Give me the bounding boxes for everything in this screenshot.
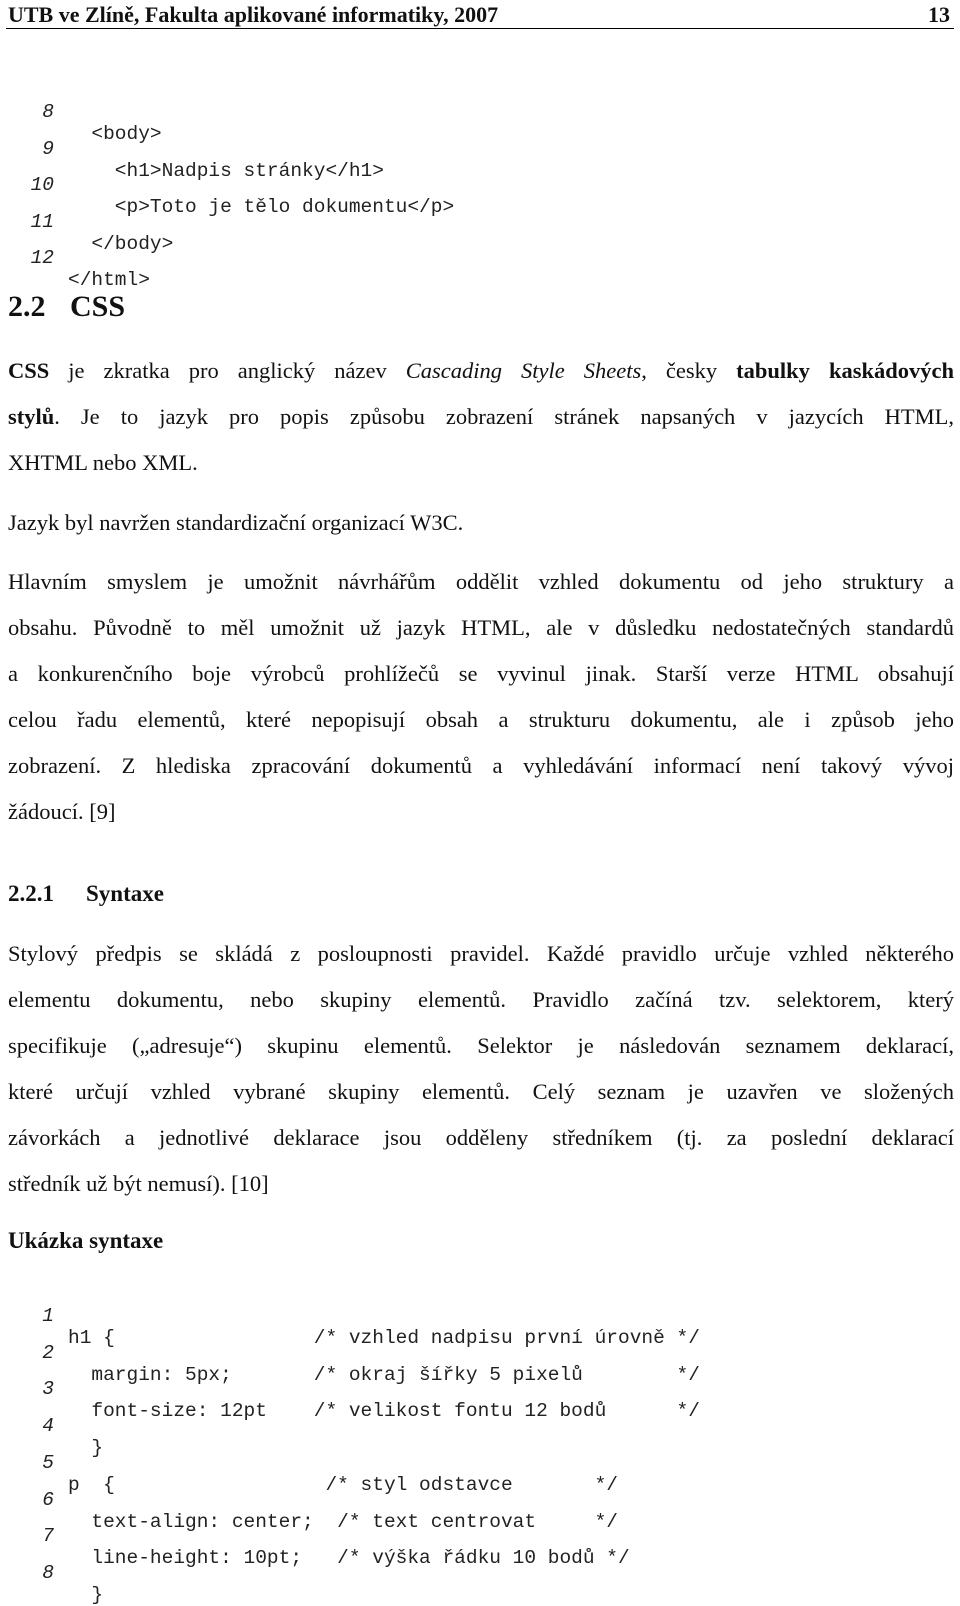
line-number: 8	[42, 1562, 54, 1584]
code-text: }	[68, 1584, 104, 1606]
text-line: specifikuje („adresuje“) skupinu elementů. Selektor je následován seznamem deklarací,	[8, 1033, 954, 1058]
text-line: středník už být nemusí). [10]	[8, 1171, 269, 1196]
code-text: font-size: 12pt /* velikost fontu 12 bodů */	[68, 1400, 700, 1422]
code-text: <p>Toto je tělo dokumentu</p>	[68, 196, 455, 218]
line-number: 6	[42, 1489, 54, 1511]
code-line	[0, 1283, 700, 1349]
code-text: <h1>Nadpis stránky</h1>	[68, 160, 384, 182]
line-number: 7	[42, 1525, 54, 1547]
line-number: 11	[30, 211, 54, 233]
line-number: 2	[42, 1342, 54, 1364]
code-text: h1 { /* vzhled nadpisu první úrovně */	[68, 1327, 700, 1349]
text-line: které určují vzhled vybrané skupiny elementů. Celý seznam je uzavřen ve složených	[8, 1079, 954, 1104]
code-text: margin: 5px; /* okraj šířky 5 pixelů */	[68, 1364, 700, 1386]
code-text: }	[68, 1437, 104, 1459]
page-header	[6, 2, 954, 29]
text-line: celou řadu elementů, které nepopisují obsah a strukturu dokumentu, ale i způsob jeho	[8, 707, 954, 732]
line-number: 9	[42, 138, 54, 160]
subsection-number: 2.2.1	[8, 881, 54, 906]
text-line: XHTML nebo XML.	[8, 450, 198, 475]
text-line: obsahu. Původně to měl umožnit už jazyk HTML, ale v důsledku nedostatečných standardů	[8, 615, 954, 640]
paragraph-intro	[8, 348, 954, 486]
subsection-heading	[8, 881, 164, 907]
code-text: line-height: 10pt; /* výška řádku 10 bodů */	[68, 1547, 630, 1569]
header-title: UTB ve Zlíně, Fakulta aplikované informatiky, 2007	[8, 2, 499, 27]
text-line: zobrazení. Z hlediska zpracování dokumentů a vyhledávání informací není takový vývoj	[8, 753, 954, 778]
code-line	[0, 1393, 104, 1459]
line-number: 10	[30, 174, 54, 196]
text-line	[8, 394, 954, 440]
code-text: text-align: center; /* text centrovat */	[68, 1511, 618, 1533]
line-number: 8	[42, 101, 54, 123]
paragraph-syntax	[8, 931, 954, 1207]
text-line: závorkách a jednotlivé deklarace jsou odděleny středníkem (tj. za poslední deklarací	[8, 1125, 954, 1150]
text-span: , česky	[641, 358, 737, 383]
term-css: CSS	[8, 358, 50, 383]
line-number: 5	[42, 1452, 54, 1474]
code-text: </html>	[68, 269, 150, 291]
text-line	[8, 348, 954, 394]
page-number: 13	[928, 2, 950, 27]
line-number: 1	[42, 1305, 54, 1327]
text-line: Stylový předpis se skládá z posloupnosti pravidel. Každé pravidlo určuje vzhled některého	[8, 941, 954, 966]
section-title: CSS	[70, 290, 126, 323]
text-span: je zkratka pro anglický název	[49, 358, 406, 383]
line-number: 3	[42, 1378, 54, 1400]
code-text: </body>	[68, 233, 174, 255]
code-line	[0, 1540, 104, 1606]
paragraph-w3c	[8, 500, 954, 546]
line-number: 12	[30, 247, 54, 269]
section-number: 2.2	[8, 290, 46, 323]
term-czech-end: stylů	[8, 404, 55, 429]
line-number: 4	[42, 1415, 54, 1437]
code-line	[0, 1430, 618, 1496]
section-heading	[8, 290, 125, 324]
text-line: žádoucí. [9]	[8, 799, 116, 824]
example-heading: Ukázka syntaxe	[8, 1228, 164, 1253]
code-line	[0, 189, 174, 255]
code-text: <body>	[68, 123, 162, 145]
subsection-title: Syntaxe	[86, 881, 164, 906]
term-czech: tabulky kaskádových	[736, 358, 954, 383]
code-text: p { /* styl odstavce */	[68, 1474, 618, 1496]
text-line: Hlavním smyslem je umožnit návrhářům oddělit vzhled dokumentu od jeho struktury a	[8, 569, 954, 594]
text-span: . Je to jazyk pro popis způsobu zobrazení stránek napsaných v jazycích HTML,	[54, 404, 954, 429]
text-line: Jazyk byl navržen standardizační organizací W3C.	[8, 510, 464, 535]
paragraph-purpose	[8, 559, 954, 835]
code-line	[0, 79, 162, 145]
term-cascading-style-sheets: Cascading Style Sheets	[405, 358, 642, 383]
text-line: elementu dokumentu, nebo skupiny elementů. Pravidlo začíná tzv. selektorem, který	[8, 987, 954, 1012]
text-line: a konkurenčního boje výrobců prohlížečů se vyvinul jinak. Starší verze HTML obsahují	[8, 661, 954, 686]
